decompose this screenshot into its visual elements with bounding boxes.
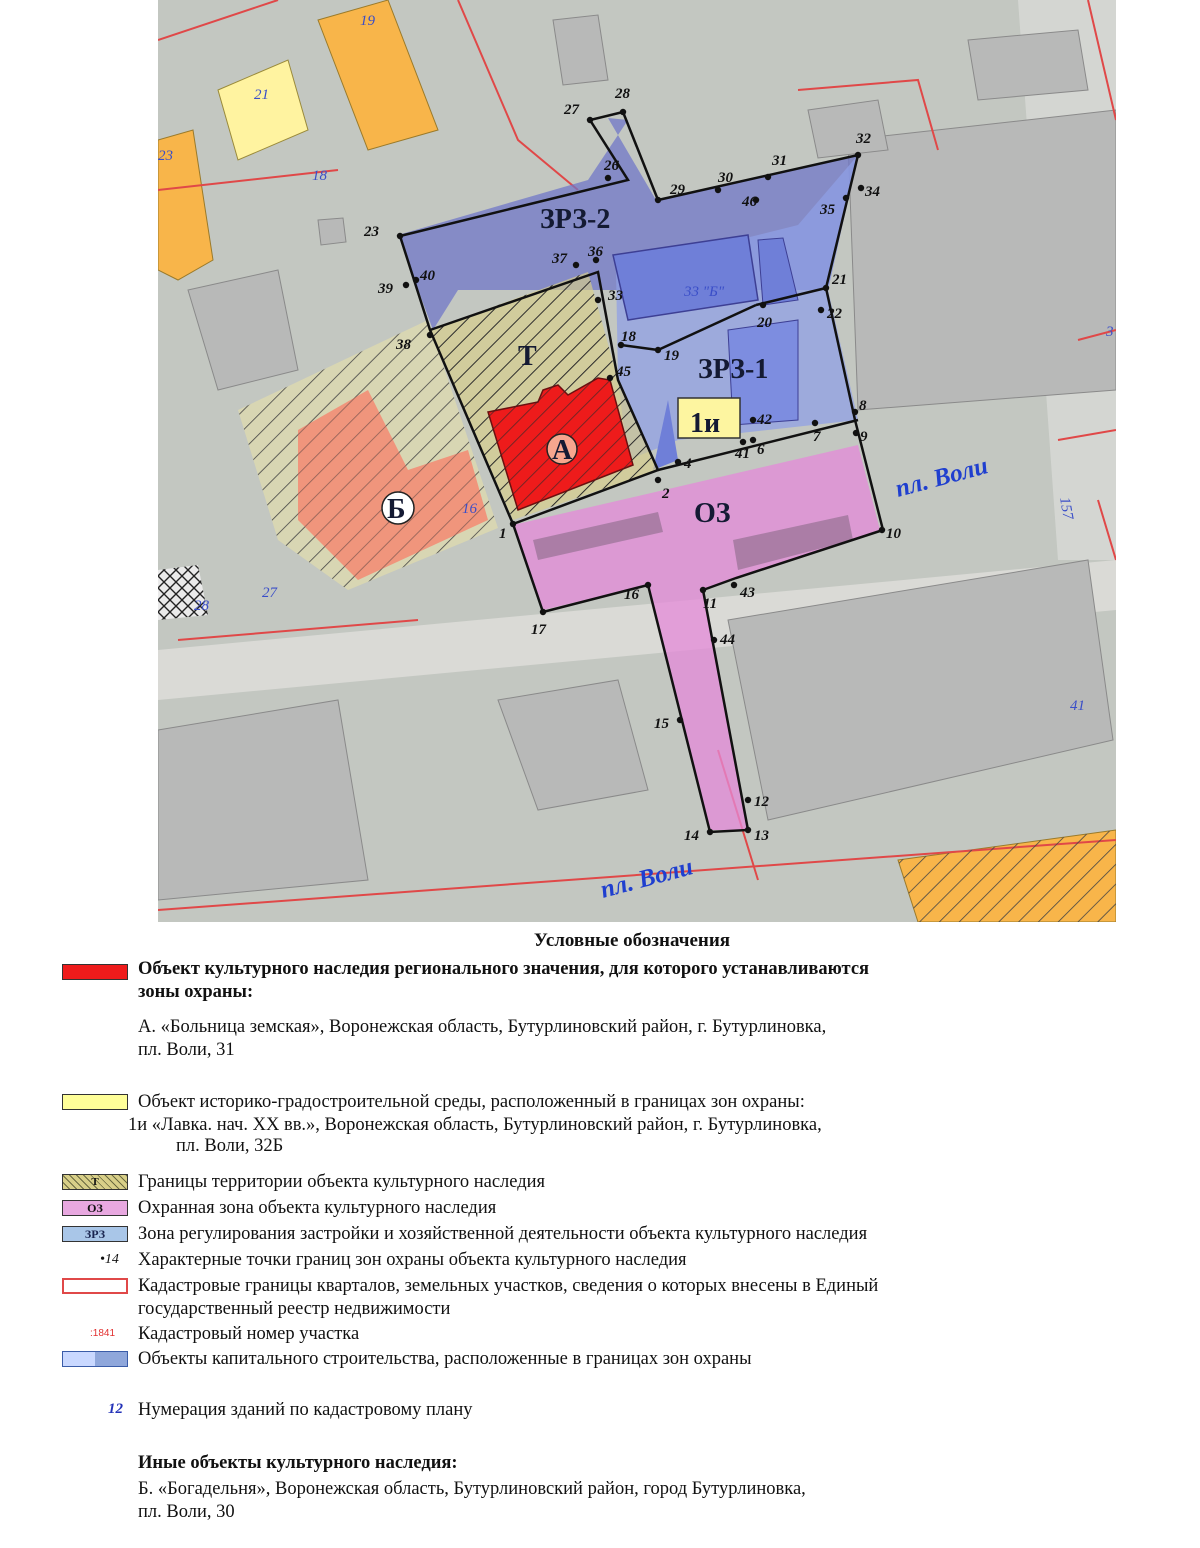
point-marker-29: [655, 197, 661, 203]
zone-map: [158, 0, 1116, 922]
legend: [0, 924, 1200, 1544]
point-label-19: 19: [664, 348, 679, 364]
bnum-28: 28: [194, 598, 209, 614]
yellow-title: Объект историко-градостроительной среды, расположенный в границах зон охраны:: [138, 1092, 805, 1112]
other-desc-1: Б. «Богадельня», Воронежская область, Бутурлиновский район, город Бутурлиновка,: [138, 1479, 806, 1499]
point-marker-16: [645, 582, 651, 588]
point-marker-9: [853, 430, 859, 436]
point-label-43: 43: [740, 585, 755, 601]
label-oz: ОЗ: [694, 498, 731, 529]
label-zrz2: ЗРЗ-2: [540, 204, 611, 235]
point-label-38: 38: [396, 337, 411, 353]
point-label-46: 46: [742, 194, 757, 210]
swatch-cadastral: [62, 1278, 128, 1294]
bnum-21: 21: [254, 87, 269, 103]
bnum-23: 23: [158, 148, 173, 164]
map-canvas: [158, 0, 1116, 922]
point-label-2: 2: [662, 486, 670, 502]
point-marker-2: [655, 477, 661, 483]
point-label-22: 22: [827, 306, 842, 322]
other-desc-2: пл. Воли, 30: [138, 1502, 235, 1522]
point-marker-20: [760, 302, 766, 308]
point-marker-39: [403, 282, 409, 288]
point-sample: •14: [100, 1252, 119, 1267]
point-label-45: 45: [616, 364, 631, 380]
other-heading: Иные объекты культурного наследия:: [138, 1453, 458, 1473]
swatch-red: [62, 964, 128, 980]
point-marker-38: [427, 332, 433, 338]
cadnum-sample: :1841: [90, 1328, 116, 1339]
red-heading-2: зоны охраны:: [138, 982, 254, 1002]
point-label-14: 14: [684, 828, 699, 844]
point-label-36: 36: [588, 244, 603, 260]
label-b: Б: [387, 494, 406, 525]
point-label-10: 10: [886, 526, 901, 542]
point-marker-19: [655, 347, 661, 353]
point-label-42: 42: [757, 412, 772, 428]
point-label-44: 44: [720, 632, 735, 648]
point-marker-28: [620, 109, 626, 115]
point-label-18: 18: [621, 329, 636, 345]
bnum-18: 18: [312, 168, 327, 184]
swatch-zrz: ЗРЗ: [62, 1226, 128, 1242]
red-heading-1: Объект культурного наследия регионального значения, для которого устанавливаются: [138, 959, 870, 979]
cadnum-text: Кадастровый номер участка: [138, 1324, 360, 1344]
bnum-text: Нумерация зданий по кадастровому плану: [138, 1400, 473, 1420]
point-marker-21: [823, 285, 829, 291]
t-text: Границы территории объекта культурного наследия: [138, 1172, 546, 1192]
point-label-31: 31: [772, 153, 787, 169]
oz-text: Охранная зона объекта культурного наследия: [138, 1198, 497, 1218]
bnum-19: 19: [360, 13, 375, 29]
point-marker-10: [879, 527, 885, 533]
point-marker-15: [677, 717, 683, 723]
swatch-t: Т: [62, 1174, 128, 1190]
label-zrz1: ЗРЗ-1: [698, 354, 769, 385]
point-marker-12: [745, 797, 751, 803]
point-marker-11: [700, 587, 706, 593]
label-33b: 33 "Б": [684, 284, 725, 300]
point-marker-27: [587, 117, 593, 123]
yellow-desc-1: 1и «Лавка. нач. ХХ вв.», Воронежская область, Бутурлиновский район, г. Бутурлиновка,: [128, 1115, 822, 1135]
point-marker-37: [573, 262, 579, 268]
point-marker-22: [818, 307, 824, 313]
point-marker-26: [605, 175, 611, 181]
cad-text-1: Кадастровые границы кварталов, земельных участков, сведения о которых внесены в Единый: [138, 1276, 879, 1296]
bnum-41: 41: [1070, 698, 1085, 714]
red-desc-1: А. «Больница земская», Воронежская область, Бутурлиновский район, г. Бутурлиновка,: [138, 1017, 827, 1037]
yellow-desc-2: пл. Воли, 32Б: [176, 1136, 284, 1156]
point-text: Характерные точки границ зон охраны объекта культурного наследия: [138, 1250, 687, 1270]
point-marker-6: [750, 437, 756, 443]
point-marker-31: [765, 174, 771, 180]
point-label-13: 13: [754, 828, 769, 844]
bnum-27: 27: [262, 585, 277, 601]
point-label-15: 15: [654, 716, 669, 732]
point-marker-44: [711, 637, 717, 643]
bnum-3: 3: [1106, 324, 1114, 340]
swatch-yellow: [62, 1094, 128, 1110]
cad-text-2: государственный реестр недвижимости: [138, 1299, 451, 1319]
bnum-sample: 12: [108, 1401, 123, 1417]
point-label-8: 8: [859, 398, 867, 414]
point-label-29: 29: [670, 182, 685, 198]
point-marker-35: [843, 195, 849, 201]
point-label-26: 26: [604, 158, 619, 174]
point-label-34: 34: [865, 184, 880, 200]
swatch-oz: ОЗ: [62, 1200, 128, 1216]
point-marker-41: [740, 439, 746, 445]
red-desc-2: пл. Воли, 31: [138, 1040, 235, 1060]
point-label-6: 6: [757, 442, 765, 458]
point-label-1: 1: [499, 526, 507, 542]
point-label-17: 17: [531, 622, 546, 638]
point-marker-34: [858, 185, 864, 191]
point-marker-32: [855, 152, 861, 158]
point-label-40: 40: [420, 268, 435, 284]
point-marker-14: [707, 829, 713, 835]
point-label-28: 28: [615, 86, 630, 102]
caps-text: Объекты капитального строительства, расположенные в границах зон охраны: [138, 1349, 752, 1369]
point-marker-30: [715, 187, 721, 193]
point-marker-43: [731, 582, 737, 588]
legend-title: Условные обозначения: [533, 930, 731, 951]
point-marker-23: [397, 233, 403, 239]
bnum-16: 16: [462, 501, 477, 517]
point-label-9: 9: [860, 429, 868, 445]
point-label-16: 16: [624, 587, 639, 603]
street-label-2: пл. Воли: [597, 853, 696, 904]
point-marker-4: [675, 459, 681, 465]
zrz-text: Зона регулирования застройки и хозяйственной деятельности объекта культурного наследия: [138, 1224, 868, 1244]
point-label-41: 41: [735, 446, 750, 462]
label-a: А: [552, 435, 573, 466]
point-marker-1: [510, 521, 516, 527]
swatch-caps: [62, 1351, 128, 1367]
point-label-35: 35: [820, 202, 835, 218]
point-marker-42: [750, 417, 756, 423]
street-label-1: пл. Воли: [892, 452, 991, 503]
point-label-23: 23: [364, 224, 379, 240]
point-label-12: 12: [754, 794, 769, 810]
point-marker-13: [745, 827, 751, 833]
point-label-27: 27: [564, 102, 579, 118]
point-label-39: 39: [378, 281, 393, 297]
point-label-21: 21: [832, 272, 847, 288]
point-label-11: 11: [703, 596, 718, 612]
bnum-157: 157: [1056, 495, 1076, 521]
point-label-32: 32: [856, 131, 871, 147]
point-label-37: 37: [552, 251, 567, 267]
label-t: Т: [518, 341, 537, 372]
point-marker-45: [607, 375, 613, 381]
point-marker-17: [540, 609, 546, 615]
point-label-33: 33: [608, 288, 623, 304]
point-label-7: 7: [813, 429, 821, 445]
point-label-30: 30: [718, 170, 733, 186]
point-label-4: 4: [684, 456, 692, 472]
label-1i: 1и: [690, 408, 721, 439]
point-marker-7: [812, 420, 818, 426]
point-marker-40: [413, 277, 419, 283]
point-marker-33: [595, 297, 601, 303]
point-marker-8: [852, 409, 858, 415]
point-label-20: 20: [757, 315, 772, 331]
